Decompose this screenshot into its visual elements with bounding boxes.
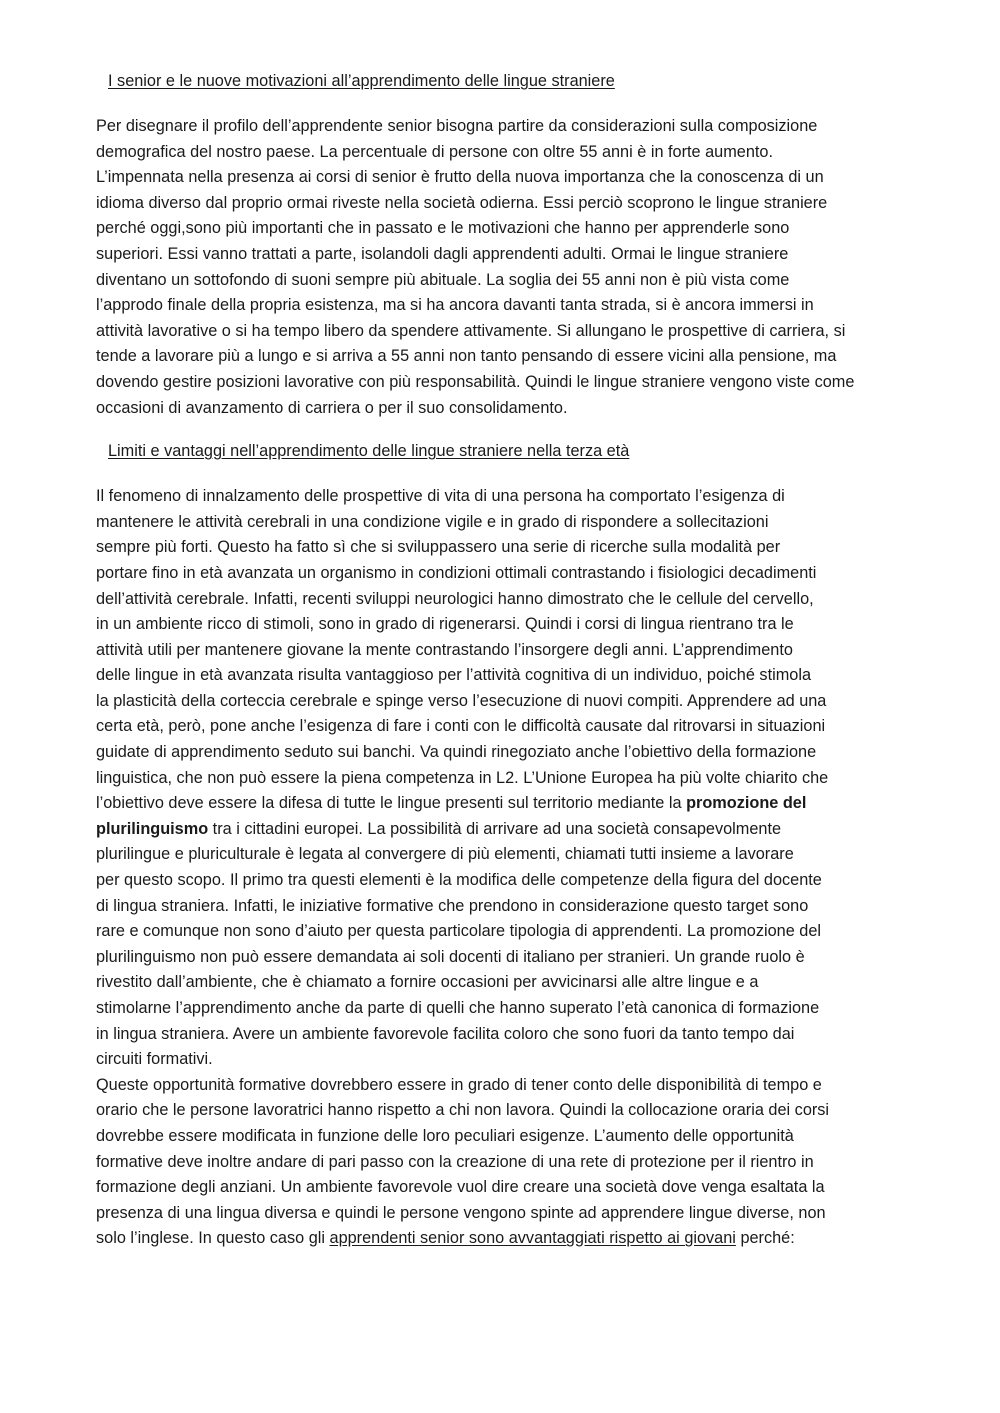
text-line: l’obiettivo deve essere la difesa di tutte le lingue presenti sul territorio mediante la promozione del — [96, 794, 807, 813]
paragraph-training-opportunities — [96, 1073, 896, 1252]
text-line: Il fenomeno di innalzamento delle prospettive di vita di una persona ha comportato l’esigenza di — [96, 487, 785, 506]
text-line: l’approdo finale della propria esistenza, ma si ha ancora davanti tanta strada, si è ancora immersi in — [96, 296, 814, 315]
text-line: orario che le persone lavoratrici hanno rispetto a chi non lavora. Quindi la collocazione oraria dei corsi — [96, 1101, 830, 1120]
underlined-phrase: apprendenti senior sono avvantaggiati rispetto ai giovani — [329, 1229, 736, 1248]
text-line: portare fino in età avanzata un organismo in condizioni ottimali contrastando i fisiologici decadimenti — [96, 563, 817, 582]
text-line: plurilingue e pluriculturale è legata al convergere di più elementi, chiamati tutti insieme a lavorare — [96, 845, 794, 864]
text-line: per questo scopo. Il primo tra questi elementi è la modifica delle competenze della figura del docente — [96, 871, 822, 890]
text-line: in lingua straniera. Avere un ambiente favorevole facilita coloro che sono fuori da tanto tempo dai — [96, 1024, 795, 1043]
text-line: di lingua straniera. Infatti, le iniziative formative che prendono in considerazione questo target sono — [96, 896, 809, 915]
text-line: mantenere le attività cerebrali in una condizione vigile e in grado di rispondere a sollecitazioni — [96, 512, 769, 531]
text-line: circuiti formativi. — [96, 1050, 213, 1069]
section-heading-limits-advantages: Limiti e vantaggi nell’apprendimento delle lingue straniere nella terza età — [108, 442, 630, 461]
text-line: certa età, però, pone anche l’esigenza di fare i conti con le difficoltà causate dal ritrovarsi in situazioni — [96, 717, 826, 736]
text-line: tende a lavorare più a lungo e si arriva a 55 anni non tanto pensando di essere vicini alla pensione, ma — [96, 347, 837, 366]
text-line: L’impennata nella presenza ai corsi di senior è frutto della nuova importanza che la conoscenza di un — [96, 168, 824, 187]
text-line: formative deve inoltre andare di pari passo con la creazione di una rete di protezione per il rientro in — [96, 1152, 814, 1171]
text-line: presenza di una lingua diversa e quindi le persone vengono spinte ad apprendere lingue diverse, non — [96, 1203, 826, 1222]
text-line: in un ambiente ricco di stimoli, sono in grado di rigenerarsi. Quindi i corsi di lingua rientrano tra le — [96, 615, 794, 634]
text-line: rivestito dall’ambiente, che è chiamato a fornire occasioni per avvicinarsi alle altre lingue e a — [96, 973, 759, 992]
text-line: stimolarne l’apprendimento anche da parte di quelli che hanno superato l’età canonica di formazione — [96, 999, 820, 1017]
text-line: dovendo gestire posizioni lavorative con più responsabilità. Quindi le lingue straniere vengono viste come — [96, 372, 855, 391]
text-line: dell’attività cerebrale. Infatti, recenti sviluppi neurologici hanno dimostrato che le cellule del cervello, — [96, 589, 814, 608]
text-line: occasioni di avanzamento di carriera o per il suo consolidamento. — [96, 398, 568, 417]
text-line: solo l’inglese. In questo caso gli apprendenti senior sono avvantaggiati rispetto ai giovani perché: — [96, 1229, 795, 1248]
text-line: guidate di apprendimento seduto sui banchi. Va quindi rinegoziato anche l’obiettivo della formazione — [96, 743, 817, 762]
text-line: diventano un sottofondo di suoni sempre più abituale. La soglia dei 55 anni non è più vista come — [96, 270, 790, 289]
text-line: demografica del nostro paese. La percentuale di persone con oltre 55 anni è in forte aumento. — [96, 142, 774, 161]
text-line: attività utili per mantenere giovane la mente contrastando l’insorgere degli anni. L’apprendimento — [96, 640, 793, 659]
text-line: Per disegnare il profilo dell’apprendente senior bisogna partire da considerazioni sulla composizione — [96, 117, 818, 135]
text-line: dovrebbe essere modificata in funzione delle loro peculiari esigenze. L’aumento delle opportunità — [96, 1126, 794, 1145]
text-line: perché oggi,sono più importanti che in passato e le motivazioni che hanno per apprenderle sono — [96, 219, 790, 238]
text-line: formazione degli anziani. Un ambiente favorevole vuol dire creare una società dove venga esaltata la — [96, 1178, 825, 1197]
text-line: plurilinguismo non può essere demandata ai soli docenti di italiano per stranieri. Un grande ruolo è — [96, 947, 805, 966]
text-line: delle lingue in età avanzata risulta vantaggioso per l’attività cognitiva di un individuo, poiché stimola — [96, 666, 811, 685]
section-heading-senior-motivations: I senior e le nuove motivazioni all’apprendimento delle lingue straniere — [108, 72, 615, 90]
text-line: Queste opportunità formative dovrebbero essere in grado di tener conto delle disponibilità di tempo e — [96, 1075, 822, 1094]
paragraph-senior-profile — [96, 114, 896, 421]
text-line: linguistica, che non può essere la piena competenza in L2. L’Unione Europea ha più volte chiarito che — [96, 768, 829, 787]
text-line: plurilinguismo tra i cittadini europei. La possibilità di arrivare ad una società consapevolmente — [96, 819, 782, 838]
bold-phrase: promozione del — [686, 794, 807, 813]
paragraph-cognitive-benefits — [96, 484, 896, 1073]
paragraph-spacer — [96, 421, 896, 438]
text-line: idioma diverso dal proprio ormai riveste nella società odierna. Essi perciò scoprono le lingue straniere — [96, 193, 828, 212]
text-line: superiori. Essi vanno trattati a parte, isolandoli dagli apprendenti adulti. Ormai le lingue straniere — [96, 244, 789, 263]
text-line: la plasticità della corteccia cerebrale e spinge verso l’esecuzione di nuovi compiti. Apprendere ad una — [96, 691, 827, 710]
bold-phrase: plurilinguismo — [96, 819, 209, 838]
text-line: sempre più forti. Questo ha fatto sì che si sviluppassero una serie di ricerche sulla modalità per — [96, 538, 781, 557]
text-line: rare e comunque non sono d’aiuto per questa particolare tipologia di apprendenti. La promozione del — [96, 922, 822, 941]
document-body — [96, 68, 896, 1252]
text-line: attività lavorative o si ha tempo libero da spendere attivamente. Si allungano le prospettive di carriera, si — [96, 321, 846, 340]
